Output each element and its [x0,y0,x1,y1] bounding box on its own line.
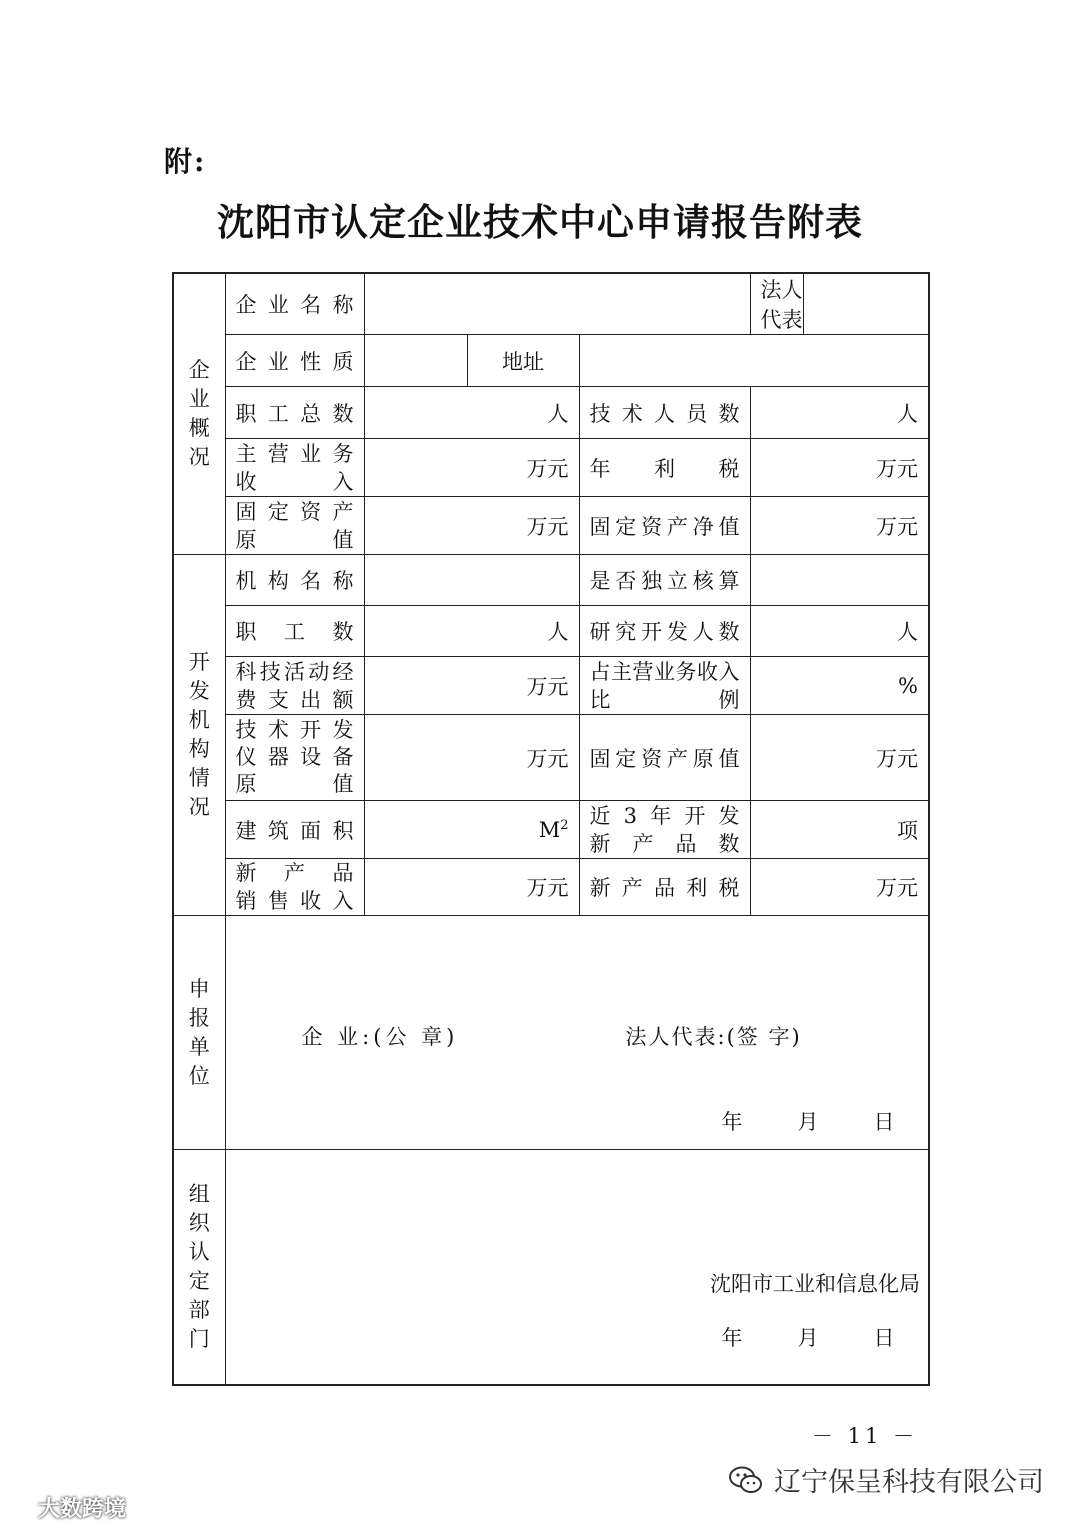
equipment-field[interactable]: 万元 [364,715,579,801]
fixed-assets-label: 固 定 资 产 原 值 [579,715,750,801]
sales-field[interactable]: 万元 [364,859,579,916]
row-dept [173,1150,929,1386]
org-name-label: 机 构 名 称 [225,555,364,606]
row-nature [173,335,929,387]
applicant-sign-area[interactable] [225,916,929,1150]
org-name-field[interactable] [364,555,579,606]
page-number: － 11 － [811,1424,918,1448]
company-name-label: 企 业 名 称 [225,273,364,335]
nature-field[interactable] [364,335,467,387]
weibo-logo-icon [2,1496,34,1520]
independent-label: 是 否 独 立 核 算 [579,555,750,606]
dept-name: 沈阳市工业和信息化局 [710,1272,920,1296]
row-sales [173,859,929,916]
legal-rep-sign-label: 法人代表:(签 字) [625,1025,802,1049]
section-label-applicant: 申 报 单 位 [173,916,225,1150]
address-label: 地址 [467,335,579,387]
section-label-overview: 企 业 概 况 [173,273,225,555]
wechat-logo-icon [728,1465,764,1495]
independent-field[interactable] [750,555,929,606]
tax-field[interactable]: 万元 [750,439,929,497]
ratio-field[interactable]: % [750,657,929,715]
expense-label: 科 技 活 动 经 费 支 出 额 [225,657,364,715]
revenue-field[interactable]: 万元 [364,439,579,497]
page-title: 沈阳市认定企业技术中心申请报告附表 [217,201,863,244]
new-tax-field[interactable]: 万元 [750,859,929,916]
rd-staff-label: 研 究 开 发 人 数 [579,606,750,657]
legal-rep-label: 法人代表 [750,273,803,335]
enterprise-seal-label: 企 业:(公 章) [301,1025,459,1049]
nature-label: 企 业 性 质 [225,335,364,387]
dept-date: 年 月 日 [721,1326,895,1350]
application-form-table [172,272,930,1386]
dept-sign-area[interactable] [225,1150,929,1386]
sales-label: 新 产 品 销 售 收 入 [225,859,364,916]
tech-staff-label: 技 术 人 员 数 [579,387,750,439]
annex-label: 附: [164,145,207,178]
net-assets-field[interactable]: 万元 [750,497,929,555]
new-products-label: 近 3 年 开 发 新 产 品 数 [579,801,750,859]
legal-rep-field[interactable] [803,273,929,335]
tax-label: 年 利 税 [579,439,750,497]
footer-right-watermark: 辽宁保呈科技有限公司 [728,1460,1044,1499]
equipment-label: 技 术 开 发 仪 器 设 备 原 值 [225,715,364,801]
row-expense [173,657,929,715]
section-label-dept: 组 织 认 定 部 门 [173,1150,225,1386]
row-assets [173,497,929,555]
row-staff [173,606,929,657]
assets-field[interactable]: 万元 [364,497,579,555]
company-name-field[interactable] [364,273,750,335]
applicant-date: 年 月 日 [721,1110,895,1134]
section-label-rd: 开 发 机 构 情 况 [173,555,225,916]
fixed-assets-field[interactable]: 万元 [750,715,929,801]
new-tax-label: 新 产 品 利 税 [579,859,750,916]
new-products-field[interactable]: 项 [750,801,929,859]
area-field[interactable]: $M^2$ [364,801,579,859]
net-assets-label: 固 定 资 产 净 值 [579,497,750,555]
ratio-label: 占 主 营 业 务 收 入 比 例 [579,657,750,715]
row-applicant [173,916,929,1150]
row-org-name [173,555,929,606]
employees-label: 职 工 总 数 [225,387,364,439]
rd-staff-field[interactable]: 人 [750,606,929,657]
row-company-name [173,273,929,335]
revenue-label: 主 营 业 务 收 入 [225,439,364,497]
staff-field[interactable]: 人 [364,606,579,657]
footer-left-watermark: 大数跨境 [2,1492,126,1523]
area-label: 建 筑 面 积 [225,801,364,859]
row-employees [173,387,929,439]
staff-label: 职 工 数 [225,606,364,657]
row-revenue [173,439,929,497]
tech-staff-field[interactable]: 人 [750,387,929,439]
row-area [173,801,929,859]
address-field[interactable] [579,335,929,387]
expense-field[interactable]: 万元 [364,657,579,715]
row-equipment [173,715,929,801]
employees-field[interactable]: 人 [364,387,579,439]
assets-label: 固 定 资 产 原 值 [225,497,364,555]
